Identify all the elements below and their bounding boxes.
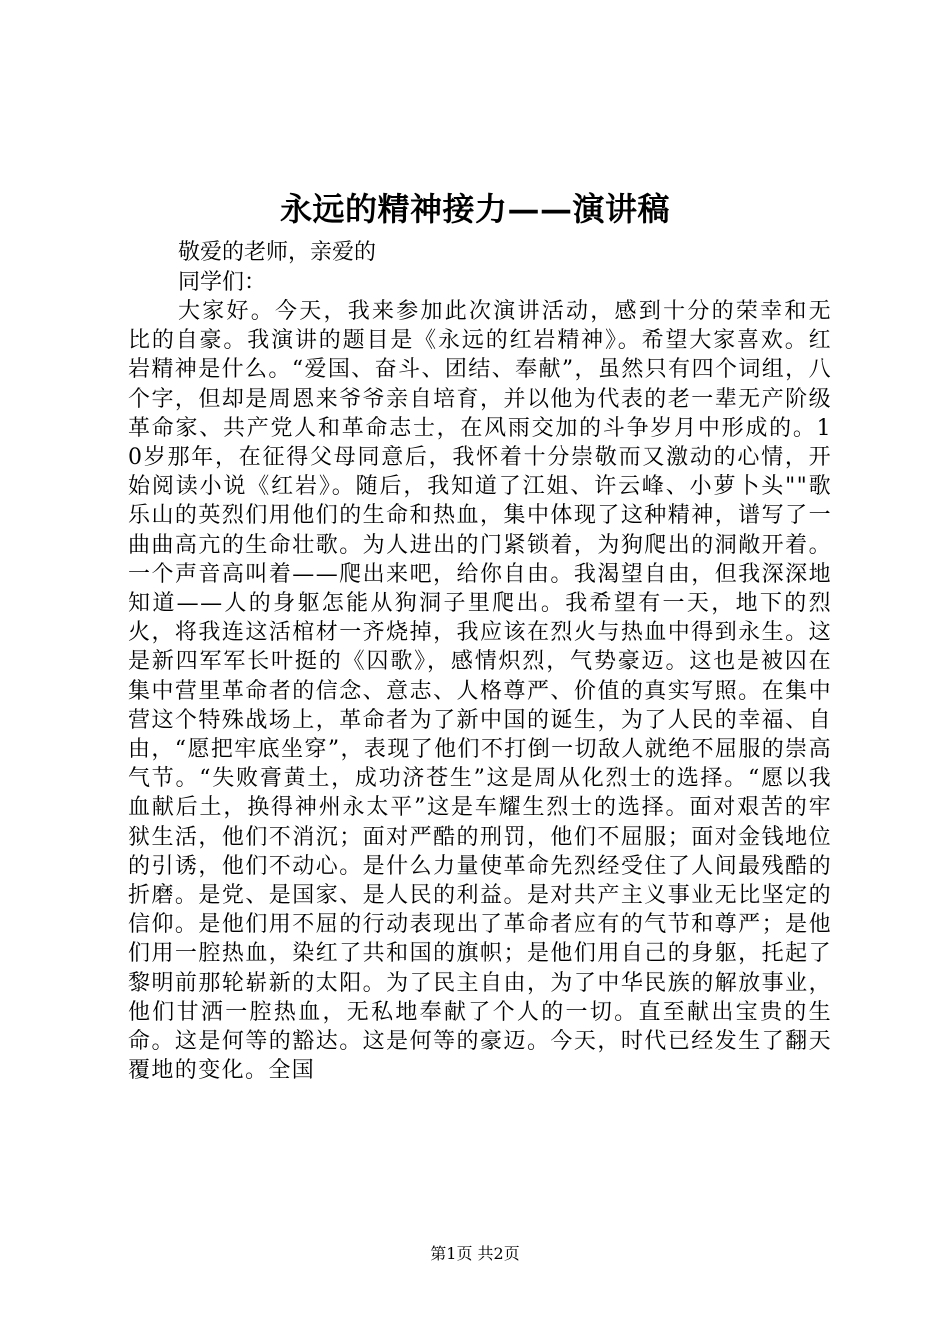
body-paragraph: 大家好。今天，我来参加此次演讲活动，感到十分的荣幸和无比的自豪。我演讲的题目是《永远的红岩精神》。希望大家喜欢。红岩精神是什么。“爱国、奋斗、团结、奉献”，虽然只有四个词组，八个字，但却是周恩来爷爷亲自培育，并以他为代表的老一辈无产阶级革命家、共产党人和革命志士，在风雨交加的斗争岁月中形成的。10岁那年，在征得父母同意后，我怀着十分崇敬而又激动的心情，开始阅读小说《红岩》。随后，我知道了江姐、许云峰、小萝卜头""歌乐山的英烈们用他们的生命和热血，集中体现了这种精神，谱写了一曲曲高亢的生命壮歌。为人进出的门紧锁着，为狗爬出的洞敞开着。一个声音高叫着——爬出来吧，给你自由。我渴望自由，但我深深地知道——人的身躯怎能从狗洞子里爬出。我希望有一天，地下的烈火，将我连这活棺材一齐烧掉，我应该在烈火与热血中得到永生。这是新四军军长叶挺的《囚歌》，感情炽烈，气势豪迈。这也是被囚在集中营里革命者的信念、意志、人格尊严、价值的真实写照。在集中营这个特殊战场上，革命者为了新中国的诞生，为了人民的幸福、自由，“愿把牢底坐穿”，表现了他们不打倒一切敌人就绝不屈服的崇高气节。“失败膏黄土，成功济苍生”这是周从化烈士的选择。“愿以我血献后土，换得神州永太平”这是车耀生烈士的选择。面对艰苦的牢狱生活，他们不消沉；面对严酷的刑罚，他们不屈服；面对金钱地位的引诱，他们不动心。是什么力量使革命先烈经受住了人间最残酷的折磨。是党、是国家、是人民的利益。是对共产主义事业无比坚定的信仰。是他们用不屈的行动表现出了革命者应有的气节和尊严；是他们用一腔热血，染红了共和国的旗帜；是他们用自己的身躯，托起了黎明前那轮崭新的太阳。为了民主自由，为了中华民族的解放事业，他们甘洒一腔热血，无私地奉献了个人的一切。直至献出宝贵的生命。这是何等的豁达。这是何等的豪迈。今天，时代已经发生了翻天覆地的变化。全国: [128, 299, 832, 1084]
greeting-line-1: 敬爱的老师，亲爱的: [178, 240, 377, 265]
page-footer: 第1页 共2页: [430, 1244, 520, 1263]
document-title: 永远的精神接力——演讲稿: [279, 190, 670, 228]
greeting-line-2: 同学们：: [178, 270, 267, 295]
